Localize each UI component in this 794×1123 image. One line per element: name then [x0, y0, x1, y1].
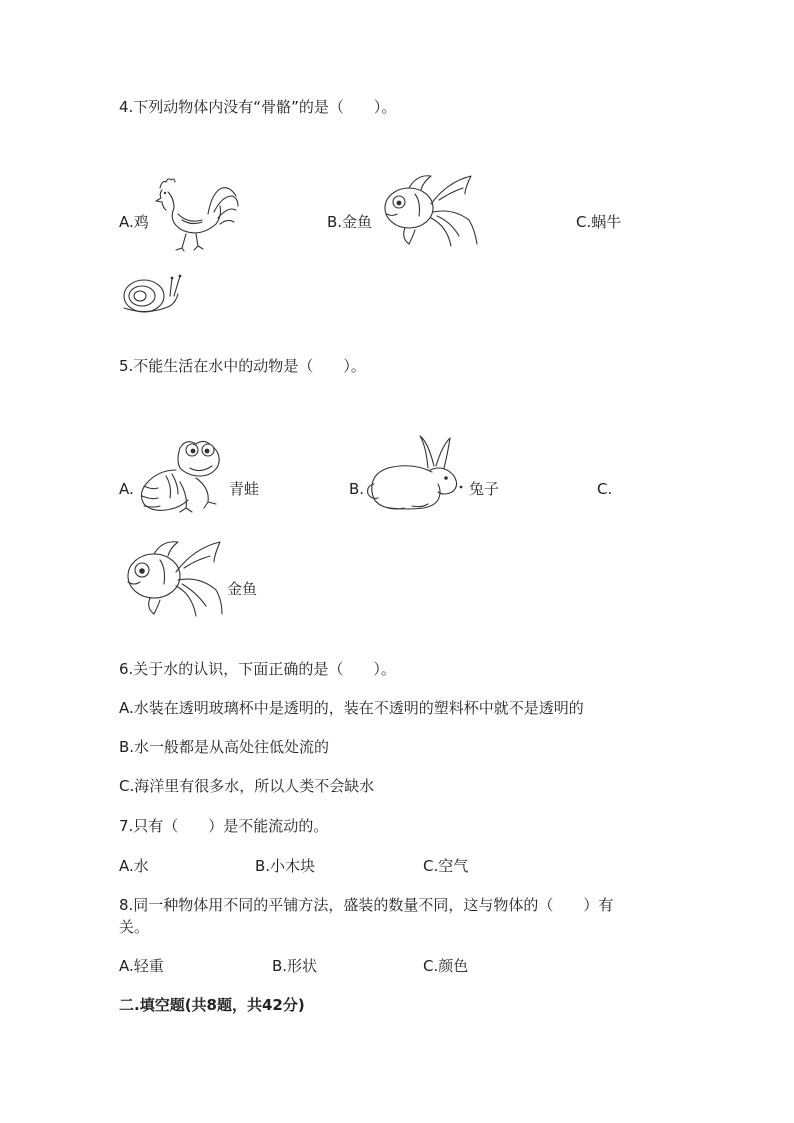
- q4-option-c: C.蜗牛: [576, 213, 622, 231]
- q7-option-a: A.水: [119, 857, 149, 875]
- q5-option-b-letter: B.: [349, 480, 365, 498]
- q6-option-c: C.海洋里有很多水，所以人类不会缺水: [119, 777, 375, 795]
- q6-option-b: B.水一般都是从高处往低处流的: [119, 738, 330, 756]
- q5-option-c-name: 金鱼: [227, 580, 258, 598]
- q7-option-c: C.空气: [423, 857, 469, 875]
- q6-stem: 6.关于水的认识，下面正确的是（ ）。: [119, 660, 396, 678]
- rabbit-icon: [366, 432, 468, 514]
- q5-stem: 5.不能生活在水中的动物是（ ）。: [119, 357, 366, 375]
- section-2-title: 二.填空题(共8题，共42分): [119, 996, 305, 1014]
- rooster-icon: [148, 174, 244, 254]
- goldfish-icon-2: [118, 538, 226, 618]
- goldfish-icon: [375, 172, 481, 250]
- q5-option-a-name: 青蛙: [229, 480, 260, 498]
- q8-option-c: C.颜色: [423, 957, 469, 975]
- q4-option-b: B.金鱼: [327, 213, 373, 231]
- q7-option-b: B.小木块: [255, 857, 316, 875]
- q5-option-a-letter: A.: [119, 480, 134, 498]
- frog-icon: [136, 436, 226, 516]
- snail-icon: [118, 270, 188, 318]
- q8-option-a: A.轻重: [119, 957, 164, 975]
- q5-option-c-letter: C.: [597, 480, 613, 498]
- q8-stem-line2: 关。: [119, 918, 150, 936]
- q8-stem-line1: 8.同一种物体用不同的平铺方法，盛装的数量不同，这与物体的（ ）有: [119, 896, 614, 914]
- q5-option-b-name: 兔子: [469, 480, 500, 498]
- q6-option-a: A.水装在透明玻璃杯中是透明的，装在不透明的塑料杯中就不是透明的: [119, 699, 584, 717]
- q4-stem: 4.下列动物体内没有“骨骼”的是（ ）。: [119, 98, 397, 116]
- q4-option-a: A.鸡: [119, 213, 149, 231]
- q8-option-b: B.形状: [272, 957, 318, 975]
- q7-stem: 7.只有（ ）是不能流动的。: [119, 817, 329, 835]
